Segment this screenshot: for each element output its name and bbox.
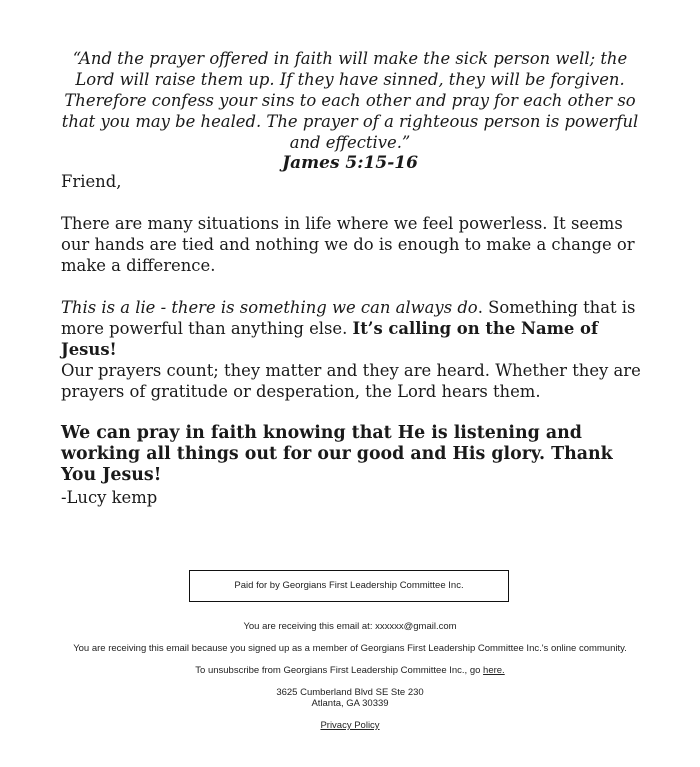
address-line-2: Atlanta, GA 30339 bbox=[311, 698, 389, 709]
plain-phrase: . Something that is more powerful than anything else. bbox=[61, 298, 636, 338]
privacy-policy-container bbox=[0, 720, 700, 732]
address-line-1: 3625 Cumberland Blvd SE Ste 230 bbox=[276, 687, 424, 698]
paid-for-disclaimer: Paid for by Georgians First Leadership Committee Inc. bbox=[189, 570, 509, 602]
receiving-email-notice: You are receiving this email at: xxxxxx@gmail.com bbox=[243, 621, 457, 632]
unsubscribe-text: To unsubscribe from Georgians First Leadership Committee Inc., go bbox=[195, 665, 484, 676]
paragraph-prayers-count: Our prayers count; they matter and they are heard. Whether they are prayers of gratitude or desperation, the Lord hears them. bbox=[61, 361, 641, 401]
privacy-policy-link[interactable]: Privacy Policy bbox=[320, 720, 380, 731]
scripture-quote bbox=[58, 48, 642, 174]
greeting: Friend, bbox=[61, 172, 122, 191]
paragraph-calling-jesus bbox=[61, 297, 651, 360]
unsubscribe-notice bbox=[0, 665, 700, 677]
paragraph-pray-in-faith: We can pray in faith knowing that He is listening and working all things out for our good and His glory. Thank You Jesus! bbox=[61, 423, 613, 485]
signature: -Lucy kemp bbox=[61, 488, 158, 507]
scripture-reference: James 5:15-16 bbox=[282, 153, 418, 173]
bold-phrase: It’s calling on the Name of Jesus! bbox=[61, 319, 599, 359]
paragraph-powerless: There are many situations in life where we feel powerless. It seems our hands are tied and nothing we do is enough to make a change or make a difference. bbox=[61, 214, 635, 275]
scripture-text: “And the prayer offered in faith will make the sick person well; the Lord will raise them up. If they have sinned, they will be forgiven. Therefore confess your sins to each other and pray for each other so that you may be healed. The prayer of a righteous person is powerful and effective.” bbox=[61, 49, 639, 152]
unsubscribe-link[interactable]: here. bbox=[483, 665, 505, 676]
italic-phrase: This is a lie - there is something we can always do bbox=[61, 298, 478, 317]
signup-reason-notice: You are receiving this email because you signed up as a member of Georgians First Leadership Committee Inc.'s online community. bbox=[73, 643, 627, 654]
